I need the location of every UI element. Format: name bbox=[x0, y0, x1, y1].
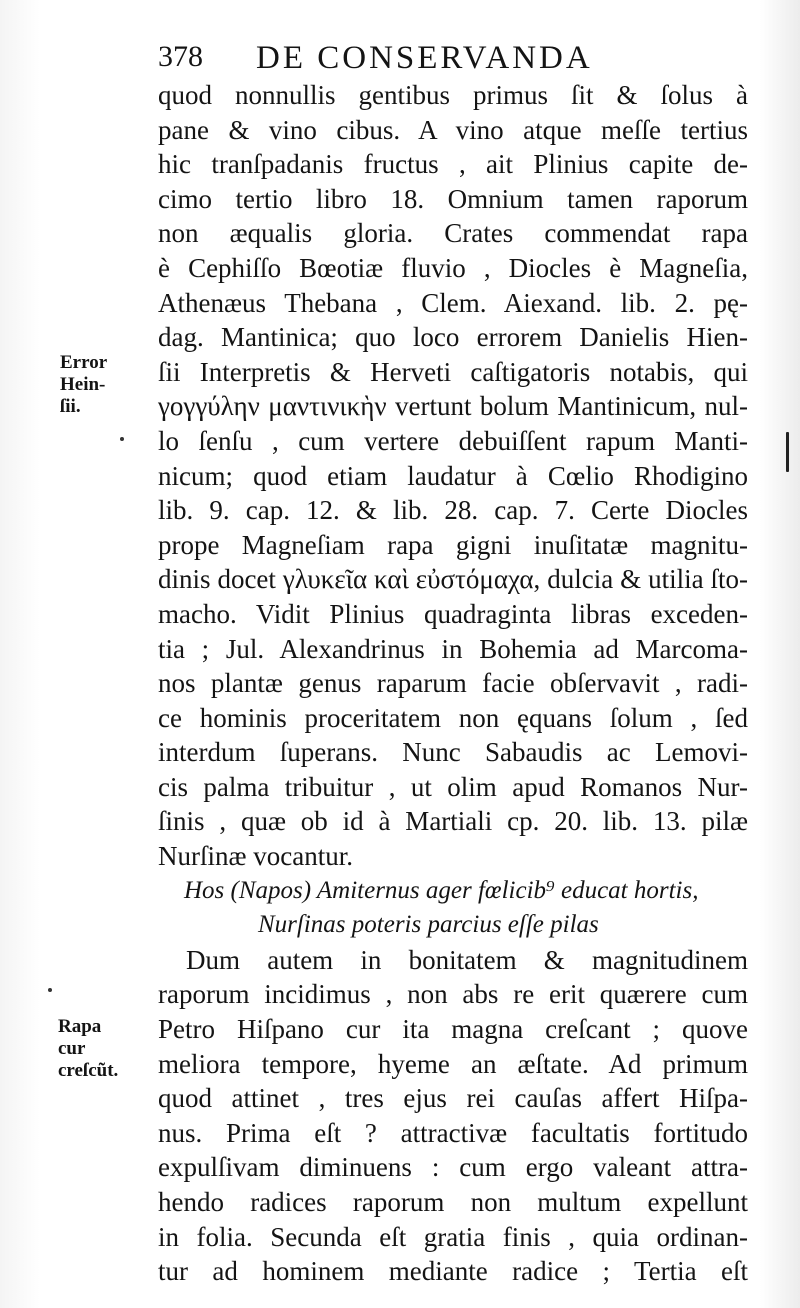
text-line: ſinis , quæ ob id à Martiali cp. 20. lib. 13. pilæ bbox=[158, 806, 748, 837]
text-line: macho. Vidit Plinius quadraginta libras exceden- bbox=[158, 598, 748, 629]
text-line: dinis docet γλυκεῖα καὶ εὐστόμαχα, dulcia & utilia ſto- bbox=[158, 564, 748, 595]
text-line: expulſivam diminuens : cum ergo valeant attra- bbox=[158, 1152, 748, 1183]
ink-speck bbox=[120, 437, 124, 441]
text-line: Petro Hiſpano cur ita magna creſcant ; quove bbox=[158, 1014, 748, 1045]
margin-note-error-heinsii bbox=[60, 352, 150, 418]
verse-line: Hos (Napos) Amiternus ager fœlicib⁹ educat hortis, bbox=[184, 876, 699, 904]
text-line: nos plantæ genus raparum facie obſervavit , radi- bbox=[158, 668, 748, 699]
text-line: raporum incidimus , non abs re erit quærere cum bbox=[158, 979, 748, 1010]
margin-note-line: cur bbox=[58, 1038, 86, 1059]
verse-line: Nurſinas poteris parcius eſſe pilas bbox=[258, 911, 599, 939]
text-line: tia ; Jul. Alexandrinus in Bohemia ad Marcoma- bbox=[158, 633, 748, 664]
text-line: interdum ſuperans. Nunc Sabaudis ac Lemovi- bbox=[158, 737, 748, 768]
page-header bbox=[158, 40, 748, 80]
text-line: non æqualis gloria. Crates commendat rapa bbox=[158, 218, 748, 249]
text-line: Dum autem in bonitatem & magnitudinem bbox=[186, 944, 748, 975]
margin-note-line: Error bbox=[60, 352, 108, 373]
text-line: prope Magneſiam rapa gigni inuſitatæ magnitu- bbox=[158, 529, 748, 560]
text-line: quod attinet , tres ejus rei cauſas affert Hiſpa- bbox=[158, 1083, 748, 1114]
margin-note-line: Rapa bbox=[58, 1016, 102, 1037]
margin-note-line: Hein- bbox=[60, 374, 106, 395]
text-line: γογγύλην μαντινικὴν vertunt bolum Mantinicum, nul- bbox=[158, 391, 748, 422]
text-line: dag. Mantinica; quo loco errorem Danielis Hien- bbox=[158, 322, 748, 353]
text-line: lib. 9. cap. 12. & lib. 28. cap. 7. Certe Diocles bbox=[158, 495, 748, 526]
text-line: cimo tertio libro 18. Omnium tamen raporum bbox=[158, 183, 748, 214]
ink-speck bbox=[48, 988, 52, 992]
margin-note-rapa-cur-crescunt bbox=[58, 1016, 148, 1082]
margin-note-line: creſcũt. bbox=[58, 1060, 119, 1081]
page-number: 378 bbox=[158, 40, 203, 73]
text-line: Nurſinæ vocantur. bbox=[158, 841, 353, 872]
margin-note-line: ſii. bbox=[60, 396, 81, 417]
text-line: nicum; quod etiam laudatur à Cœlio Rhodigino bbox=[158, 460, 748, 491]
text-line: è Cephiſſo Bœotiæ fluvio , Diocles è Magneſia, bbox=[158, 252, 748, 283]
running-head: DE CONSERVANDA bbox=[256, 40, 593, 76]
text-line: quod nonnullis gentibus primus ſit & ſolus à bbox=[158, 80, 748, 110]
text-line: pane & vino cibus. A vino atque meſſe tertius bbox=[158, 114, 748, 145]
text-line: tur ad hominem mediante radice ; Tertia eſt bbox=[158, 1256, 748, 1287]
text-line: hic tranſpadanis fructus , ait Plinius capite de- bbox=[158, 149, 748, 180]
page-edge-mark bbox=[786, 432, 789, 472]
text-line: hendo radices raporum non multum expellunt bbox=[158, 1187, 748, 1217]
text-line: ſii Interpretis & Herveti caſtigatoris notabis, qui bbox=[158, 356, 748, 387]
main-text bbox=[158, 78, 748, 1289]
text-line: lo ſenſu , cum vertere debuiſſent rapum Manti- bbox=[158, 425, 748, 456]
text-line: in folia. Secunda eſt gratia finis , quia ordinan- bbox=[158, 1221, 748, 1252]
text-line: meliora tempore, hyeme an æſtate. Ad primum bbox=[158, 1048, 748, 1079]
text-line: cis palma tribuitur , ut olim apud Romanos Nur- bbox=[158, 771, 748, 802]
text-line: nus. Prima eſt ? attractivæ facultatis fortitudo bbox=[158, 1117, 748, 1148]
text-line: Athenæus Thebana , Clem. Aiexand. lib. 2. pę- bbox=[158, 287, 748, 318]
text-line: ce hominis proceritatem non ęquans ſolum , ſed bbox=[158, 702, 748, 733]
